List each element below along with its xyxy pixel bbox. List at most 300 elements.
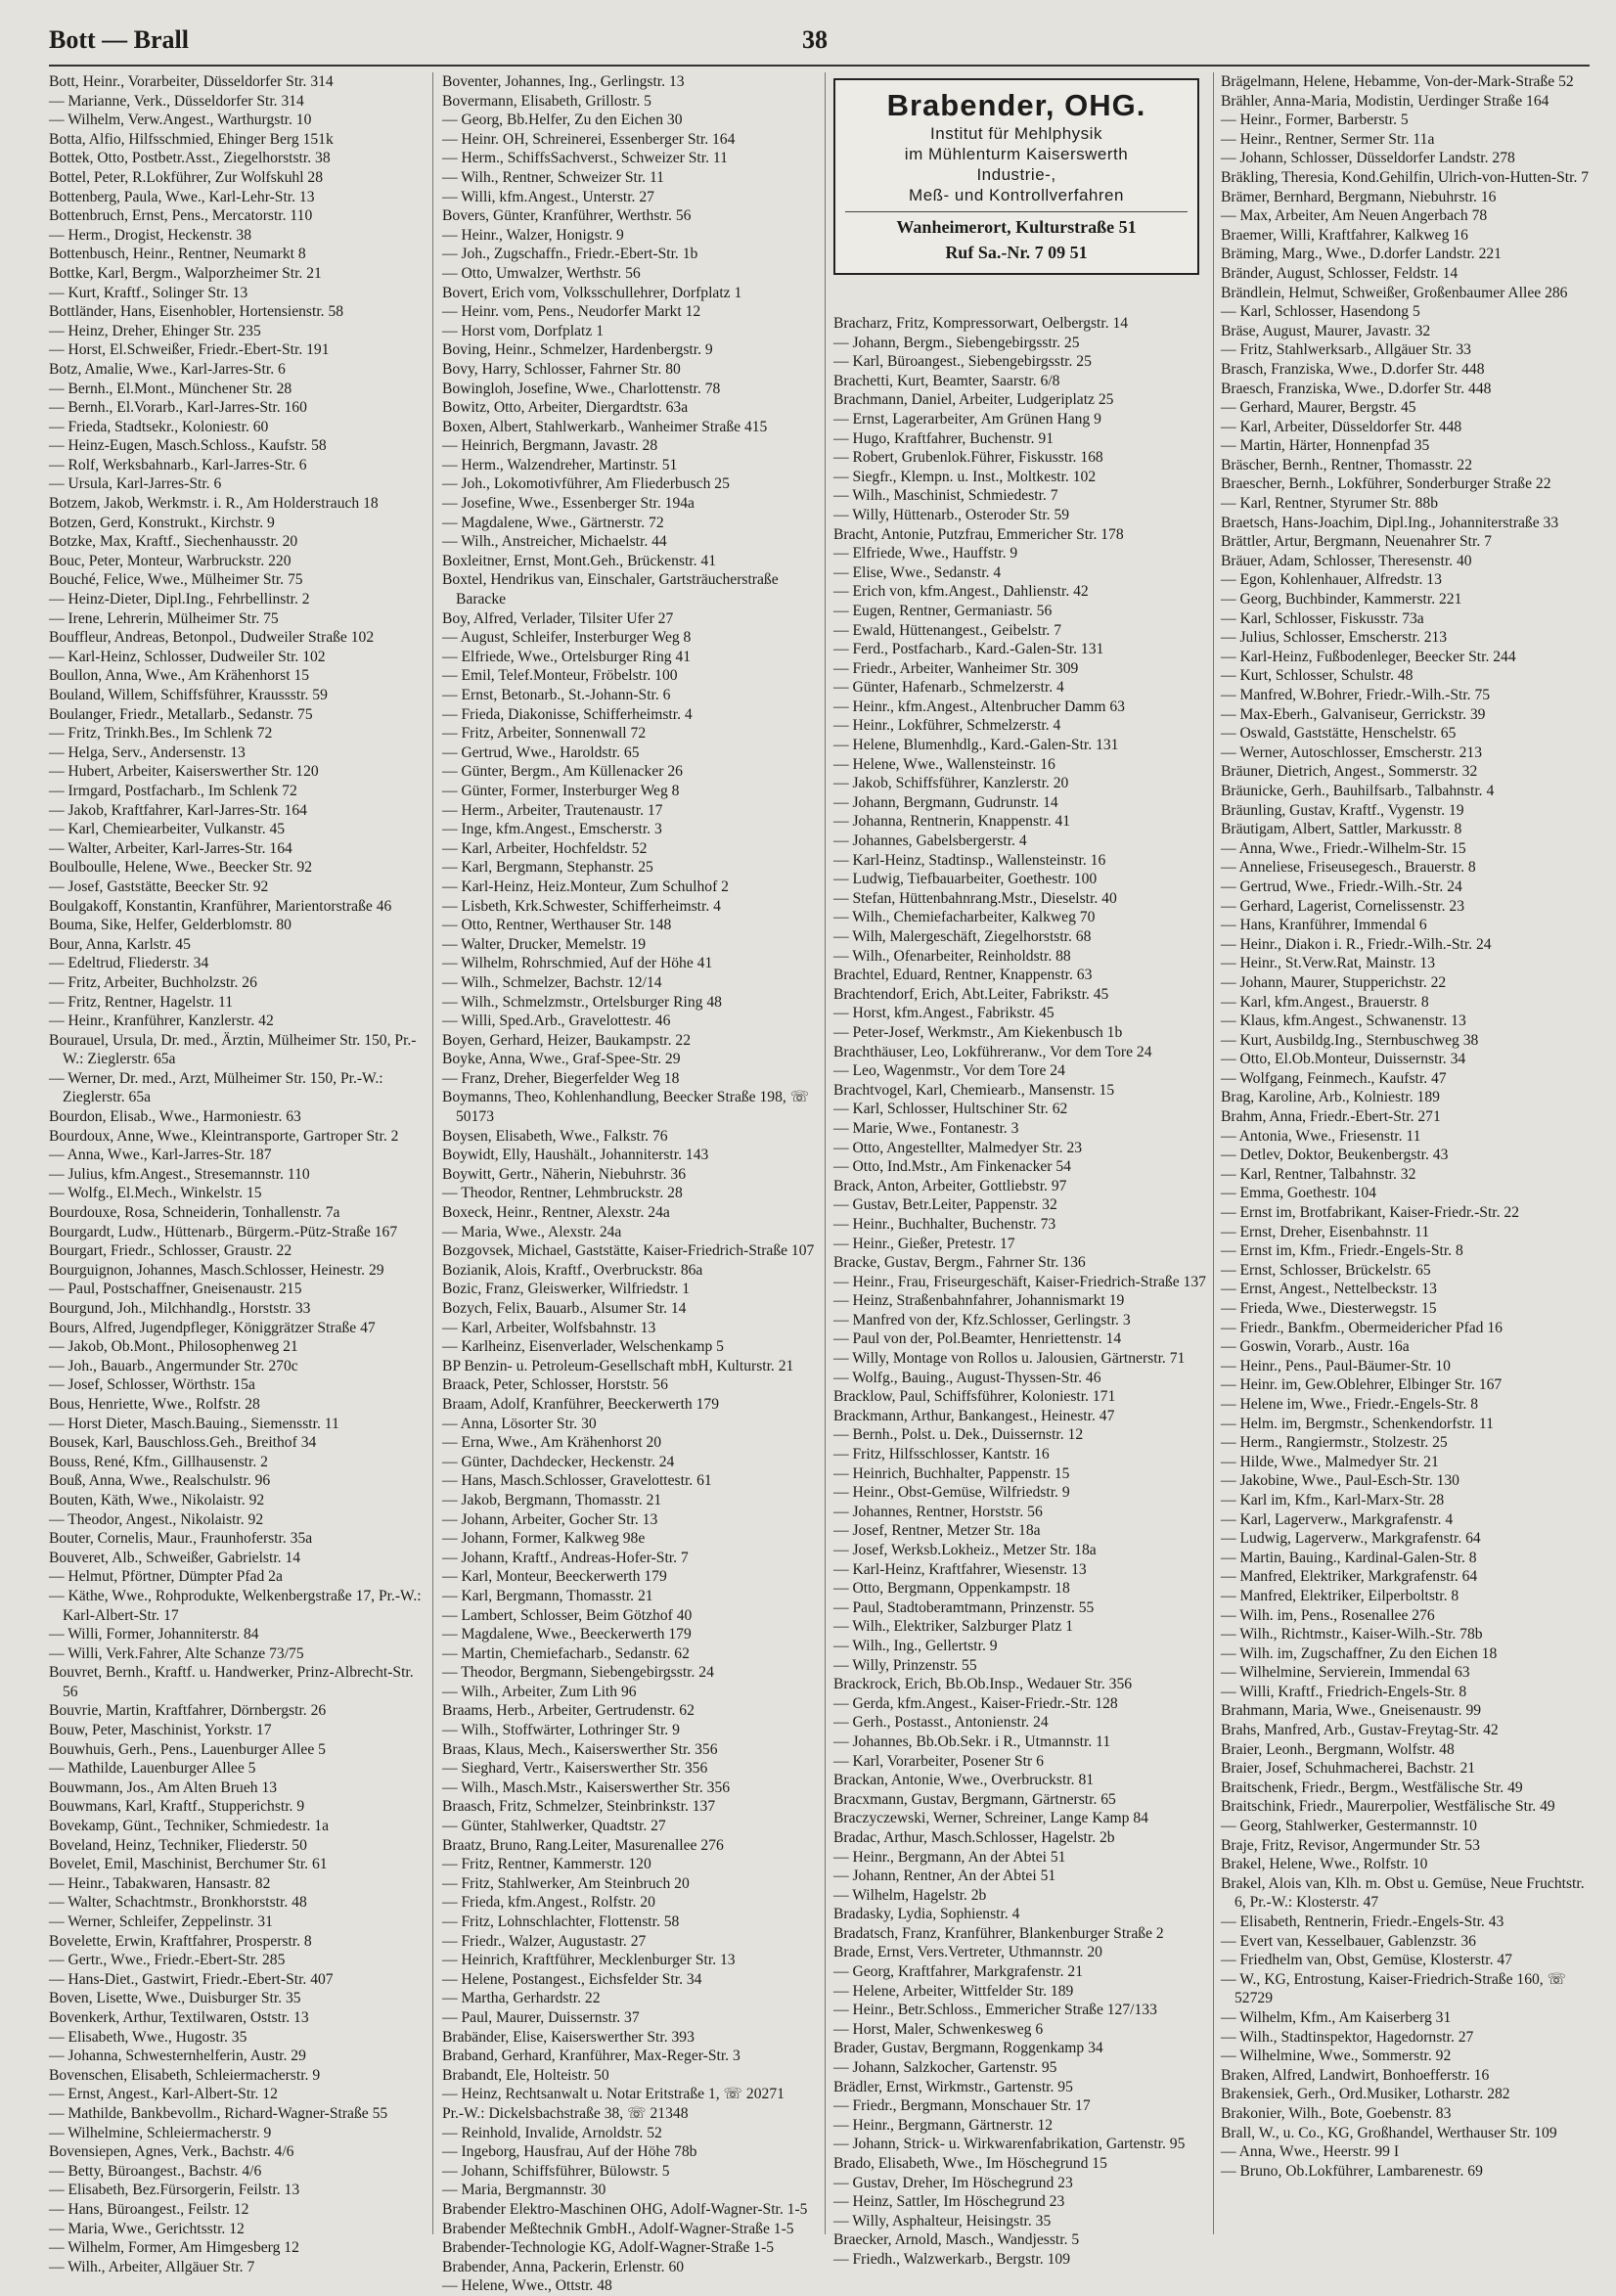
directory-entry: — Günter, Stahlwerker, Quadtstr. 27 — [442, 1818, 666, 1835]
page-header — [49, 22, 1585, 61]
directory-entry: — Theodor, Bergmann, Siebengebirgsstr. 24 — [442, 1664, 714, 1682]
directory-entry: Braemer, Willi, Kraftfahrer, Kalkweg 16 — [1221, 226, 1468, 244]
directory-entry: Bräuner, Dietrich, Angest., Sommerstr. 32 — [1221, 763, 1478, 781]
directory-entry: — Friedr., Walzer, Augustastr. 27 — [442, 1932, 647, 1950]
directory-entry: Bottenbruch, Ernst, Pens., Mercatorstr. 110 — [49, 207, 313, 225]
directory-entry: — Johann, Schlosser, Düsseldorfer Landstr. 278 — [1221, 150, 1515, 167]
directory-entry: Bradatsch, Franz, Kranführer, Blankenburger Straße 2 — [833, 1924, 1164, 1942]
directory-entry: — Heinr., Diakon i. R., Friedr.-Wilh.-Str. 24 — [1221, 935, 1492, 953]
directory-entry: — Werner, Autoschlosser, Emscherstr. 213 — [1221, 743, 1483, 761]
directory-entry: — Willy, Montage von Rollos u. Jalousien, Gärtnerstr. 71 — [833, 1350, 1186, 1368]
directory-entry: Bracharz, Fritz, Kompressorwart, Oelbergstr. 14 — [833, 315, 1129, 332]
directory-entry: Bovekamp, Günt., Techniker, Schmiedestr. 1a — [49, 1818, 329, 1835]
directory-entry: — Egon, Kohlenhauer, Alfredstr. 13 — [1221, 571, 1442, 589]
directory-entry: — Theodor, Angest., Nikolaistr. 92 — [49, 1510, 264, 1528]
directory-entry: Boven, Lisette, Wwe., Duisburger Str. 35 — [49, 1990, 301, 2007]
directory-entry: Bovert, Erich vom, Volksschullehrer, Dorfplatz 1 — [442, 284, 742, 301]
directory-entry: — Otto, Bergmann, Oppenkampstr. 18 — [833, 1580, 1070, 1598]
directory-entry: Braitschink, Friedr., Maurerpolier, Westfälische Str. 49 — [1221, 1798, 1555, 1816]
directory-entry: — Manfred, W.Bohrer, Friedr.-Wilh.-Str. 75 — [1221, 687, 1491, 703]
directory-entry: Bourauel, Ursula, Dr. med., Ärztin, Mülheimer Str. 150, Pr.-W.: Zieglerstr. 65a — [49, 1031, 417, 1068]
directory-entry: Bouss, René, Kfm., Gillhausenstr. 2 — [49, 1453, 268, 1470]
directory-entry: Bräunicke, Gerh., Bauhilfsarb., Talbahnstr. 4 — [1221, 782, 1495, 799]
directory-entry: — Robert, Grubenlok.Führer, Fiskusstr. 168 — [833, 449, 1103, 467]
directory-entry: — Karl, Bergmann, Stephanstr. 25 — [442, 859, 653, 877]
directory-entry: — Ernst, Dreher, Eisenbahnstr. 11 — [1221, 1223, 1430, 1240]
directory-entry: — Wilh., Ing., Gellertstr. 9 — [833, 1637, 998, 1654]
directory-entry: Brabender-Technologie KG, Adolf-Wagner-Straße 1-5 — [442, 2239, 775, 2257]
directory-entry: Bouter, Cornelis, Maur., Fraunhoferstr. 35a — [49, 1530, 313, 1548]
directory-entry: — Lisbeth, Krk.Schwester, Schifferheimstr. 4 — [442, 897, 721, 915]
directory-entry: — Helene, Wwe., Ottstr. 48 — [442, 2277, 612, 2295]
directory-entry: — Johann, Kraftf., Andreas-Hofer-Str. 7 — [442, 1549, 689, 1566]
directory-entry: — Georg, Bb.Helfer, Zu den Eichen 30 — [442, 112, 683, 129]
directory-entry: Brackan, Antonie, Wwe., Overbruckstr. 81 — [833, 1772, 1095, 1789]
directory-entry: — Heinr., Frau, Friseurgeschäft, Kaiser-Friedrich-Straße 137 — [833, 1273, 1206, 1290]
directory-entry: Bovelette, Erwin, Kraftfahrer, Prosperstr. 8 — [49, 1932, 312, 1950]
column-3 — [833, 72, 1215, 2268]
directory-entry: Boventer, Johannes, Ing., Gerlingstr. 13 — [442, 73, 685, 90]
directory-entry: — Josef, Gaststätte, Beecker Str. 92 — [49, 878, 269, 895]
directory-entry: — Otto, El.Ob.Monteur, Duissernstr. 34 — [1221, 1051, 1466, 1068]
directory-entry: — Walter, Arbeiter, Karl-Jarres-Str. 164 — [49, 839, 292, 857]
directory-entry: Bourgardt, Ludw., Hüttenarb., Bürgerm.-Pütz-Straße 167 — [49, 1223, 398, 1240]
directory-entry: Brakel, Alois van, Klh. m. Obst u. Gemüse, Neue Fruchtstr. 6, Pr.-W.: Klosterstr. 47 — [1221, 1874, 1585, 1912]
directory-entry: — Manfred von der, Kfz.Schlosser, Gerlingstr. 3 — [833, 1311, 1131, 1328]
directory-entry: Bouwmans, Karl, Kraftf., Stupperichstr. 9 — [49, 1798, 305, 1816]
directory-entry: Boy, Alfred, Verlader, Tilsiter Ufer 27 — [442, 609, 674, 627]
directory-entry: — Johann, Schiffsführer, Bülowstr. 5 — [442, 2162, 670, 2180]
directory-entry: — Betty, Büroangest., Bachstr. 4/6 — [49, 2162, 262, 2180]
directory-entry: Braitschenk, Friedr., Bergm., Westfälische Str. 49 — [1221, 1778, 1523, 1796]
directory-entry: — Wilhelm, Former, Am Himgesberg 12 — [49, 2239, 299, 2257]
directory-entry: — Gerhard, Lagerist, Cornelissenstr. 23 — [1221, 897, 1465, 915]
directory-entry: — Georg, Kraftfahrer, Markgrafenstr. 21 — [833, 1963, 1083, 1981]
directory-entry: Brakonier, Wilh., Bote, Goebenstr. 83 — [1221, 2104, 1452, 2122]
directory-entry: Bränder, August, Schlosser, Feldstr. 14 — [1221, 264, 1459, 282]
directory-entry: — Johann, Salzkocher, Gartenstr. 95 — [833, 2059, 1057, 2077]
directory-entry: — Helene, Postangest., Eichsfelder Str. 34 — [442, 1970, 702, 1988]
directory-entry: — Joh., Zugschaffn., Friedr.-Ebert-Str. 1b — [442, 246, 698, 263]
directory-entry: — Heinr., Lokführer, Schmelzerstr. 4 — [833, 717, 1061, 735]
directory-entry: — Josefine, Wwe., Essenberger Str. 194a — [442, 495, 695, 513]
directory-entry: — Evert van, Kesselbauer, Gablenzstr. 36 — [1221, 1932, 1476, 1950]
directory-entry: — Hubert, Arbeiter, Kaiserswerther Str. 120 — [49, 763, 319, 781]
directory-entry: Bovelet, Emil, Maschinist, Berchumer Str. 61 — [49, 1856, 328, 1873]
directory-entry: — Reinhold, Invalide, Arnoldstr. 52 — [442, 2124, 662, 2141]
directory-entry: Bovenkerk, Arthur, Textilwaren, Oststr. 13 — [49, 2008, 309, 2026]
ad-line-4: Meß- und Kontrollverfahren — [909, 186, 1124, 204]
directory-entry: — Wilhelm, Hagelstr. 2b — [833, 1886, 987, 1904]
directory-entry: — Horst Dieter, Masch.Bauing., Siemensstr. 11 — [49, 1415, 339, 1432]
directory-entry: Bovy, Harry, Schlosser, Fahrner Str. 80 — [442, 360, 681, 378]
directory-entry: Boywitt, Gertr., Näherin, Niebuhrstr. 36 — [442, 1165, 687, 1183]
directory-entry: — Irene, Lehrerin, Mülheimer Str. 75 — [49, 609, 279, 627]
directory-entry: — Werner, Dr. med., Arzt, Mülheimer Str. 150, Pr.-W.: Zieglerstr. 65a — [49, 1069, 383, 1106]
directory-entry: — Theodor, Rentner, Lehmbruckstr. 28 — [442, 1185, 683, 1202]
directory-entry: — Friedh., Walzwerkarb., Bergstr. 109 — [833, 2250, 1070, 2268]
directory-entry: — Karl, Bergmann, Thomasstr. 21 — [442, 1587, 653, 1604]
directory-entry: Bräkling, Theresia, Kond.Gehilfin, Ulrich-von-Hutten-Str. 7 — [1221, 168, 1590, 186]
directory-entry: — Horst, El.Schweißer, Friedr.-Ebert-Str. 191 — [49, 341, 330, 359]
directory-entry: — Max-Eberh., Galvaniseur, Gerrickstr. 39 — [1221, 705, 1486, 723]
directory-entry: Bouw, Peter, Maschinist, Yorkstr. 17 — [49, 1722, 272, 1739]
directory-entry: — Karl-Heinz, Heiz.Monteur, Zum Schulhof 2 — [442, 878, 729, 895]
directory-entry: — Anna, Lösorter Str. 30 — [442, 1415, 597, 1432]
directory-entry: — Johanna, Schwesternhelferin, Austr. 29 — [49, 2048, 306, 2065]
directory-entry: Brabänder, Elise, Kaiserswerther Str. 393 — [442, 2028, 695, 2046]
directory-entry: — Fritz, Trinkh.Bes., Im Schlenk 72 — [49, 725, 273, 743]
directory-entry: Bovensiepen, Agnes, Verk., Bachstr. 4/6 — [49, 2143, 294, 2161]
directory-entry: — Gerda, kfm.Angest., Kaiser-Friedr.-Str. 128 — [833, 1694, 1118, 1712]
directory-entry: — Elfriede, Wwe., Ortelsburger Ring 41 — [442, 648, 692, 665]
directory-entry: — Kurt, Kraftf., Solinger Str. 13 — [49, 284, 248, 301]
directory-entry: — Wolfg., El.Mech., Winkelstr. 15 — [49, 1185, 262, 1202]
directory-entry: — Johann, Former, Kalkweg 98e — [442, 1530, 646, 1548]
directory-entry: — Friedhelm van, Obst, Gemüse, Klosterstr. 47 — [1221, 1952, 1512, 1969]
directory-entry: — Helene, Blumenhdlg., Kard.-Galen-Str. 131 — [833, 737, 1119, 754]
directory-entry: — Wilh. im, Zugschaffner, Zu den Eichen 18 — [1221, 1644, 1498, 1662]
directory-entry: — Johann, Strick- u. Wirkwarenfabrikation, Gartenstr. 95 — [833, 2136, 1186, 2153]
directory-entry: Boysen, Elisabeth, Wwe., Falkstr. 76 — [442, 1127, 668, 1145]
directory-entry: — Marie, Wwe., Fontanestr. 3 — [833, 1119, 1019, 1137]
directory-entry: — Wilh., Anstreicher, Michaelstr. 44 — [442, 533, 667, 551]
directory-entry: Boywidt, Elly, Haushält., Johanniterstr. 143 — [442, 1147, 709, 1164]
directory-entry: Brack, Anton, Arbeiter, Gottliebstr. 97 — [833, 1177, 1067, 1194]
directory-entry: — Fritz, Lohnschlachter, Flottenstr. 58 — [442, 1913, 680, 1930]
directory-entry: — Heinr., Betr.Schloss., Emmericher Straße 127/133 — [833, 2002, 1157, 2019]
directory-entry: — Edeltrud, Fliederstr. 34 — [49, 955, 209, 972]
directory-entry: — Wilh., Arbeiter, Allgäuer Str. 7 — [49, 2258, 255, 2275]
directory-entry: Brade, Ernst, Vers.Vertreter, Uthmannstr. 20 — [833, 1944, 1102, 1961]
directory-entry: — Horst, kfm.Angest., Fabrikstr. 45 — [833, 1005, 1055, 1022]
directory-entry: BP Benzin- u. Petroleum-Gesellschaft mbH, Kulturstr. 21 — [442, 1357, 794, 1374]
directory-entry: Boymanns, Theo, Kohlenhandlung, Beecker Straße 198, ☏ 50173 — [442, 1089, 810, 1126]
directory-entry: Brachtel, Eduard, Rentner, Knappenstr. 63 — [833, 967, 1093, 984]
directory-entry: — Magdalene, Wwe., Beeckerwerth 179 — [442, 1626, 692, 1643]
directory-entry: — Bruno, Ob.Lokführer, Lambarenestr. 69 — [1221, 2162, 1483, 2180]
page-number: 38 — [802, 25, 828, 54]
directory-entry: — Jakobine, Wwe., Paul-Esch-Str. 130 — [1221, 1472, 1459, 1490]
directory-entry: — Helene, Arbeiter, Wittfelder Str. 189 — [833, 1982, 1074, 2000]
directory-entry: — Karl, Lagerverw., Markgrafenstr. 4 — [1221, 1510, 1454, 1528]
directory-entry: — Fritz, Rentner, Kammerstr. 120 — [442, 1856, 651, 1873]
directory-entry: — Magdalene, Wwe., Gärtnerstr. 72 — [442, 514, 664, 531]
directory-entry: Bouvret, Bernh., Kraftf. u. Handwerker, Prinz-Albrecht-Str. 56 — [49, 1664, 414, 1700]
directory-entry: Bräscher, Bernh., Rentner, Thomasstr. 22 — [1221, 456, 1473, 473]
directory-entry: — Heinr. im, Gew.Oblehrer, Elbinger Str. 167 — [1221, 1376, 1503, 1394]
column-2 — [442, 72, 824, 2295]
directory-entry: Bowitz, Otto, Arbeiter, Diergardtstr. 63a — [442, 399, 689, 417]
directory-entry: — Willi, kfm.Angest., Unterstr. 27 — [442, 188, 654, 205]
directory-entry: — Paul, Maurer, Duissernstr. 37 — [442, 2008, 640, 2026]
directory-entry: — Wilh., Elektriker, Salzburger Platz 1 — [833, 1618, 1074, 1636]
directory-entry: — Kurt, Ausbildg.Ing., Sternbuschweg 38 — [1221, 1031, 1479, 1049]
directory-entry: — Helm. im, Bergmstr., Schenkendorfstr. 11 — [1221, 1415, 1494, 1432]
directory-entry: — Hugo, Kraftfahrer, Buchenstr. 91 — [833, 429, 1054, 447]
directory-entry: Bousek, Karl, Bauschloss.Geh., Breithof 34 — [49, 1434, 317, 1452]
directory-entry: Brabandt, Ele, Holteistr. 50 — [442, 2066, 609, 2084]
directory-entry: — Wilh., Chemiefacharbeiter, Kalkweg 70 — [833, 909, 1096, 926]
directory-entry: — Ingeborg, Hausfrau, Auf der Höhe 78b — [442, 2143, 697, 2161]
directory-entry: — Peter-Josef, Werkmstr., Am Kiekenbusch 1b — [833, 1023, 1123, 1041]
directory-entry: Braescher, Bernh., Lokführer, Sonderburger Straße 22 — [1221, 475, 1551, 493]
directory-entry: Bouché, Felice, Wwe., Mülheimer Str. 75 — [49, 571, 303, 589]
directory-entry: — Josef, Rentner, Metzer Str. 18a — [833, 1522, 1041, 1540]
directory-entry: Brader, Gustav, Bergmann, Roggenkamp 34 — [833, 2040, 1103, 2057]
directory-entry: — Karl, Rentner, Talbahnstr. 32 — [1221, 1165, 1416, 1183]
directory-entry: — Heinr., St.Verw.Rat, Mainstr. 13 — [1221, 955, 1436, 972]
directory-entry: Bott, Heinr., Vorarbeiter, Düsseldorfer Str. 314 — [49, 73, 334, 90]
directory-entry: — Martin, Chemiefacharb., Sedanstr. 62 — [442, 1644, 690, 1662]
directory-entry: Brachtvogel, Karl, Chemiearb., Mansenstr. 15 — [833, 1081, 1115, 1099]
directory-entry: — Käthe, Wwe., Rohprodukte, Welkenbergstraße 17, Pr.-W.: Karl-Albert-Str. 17 — [49, 1587, 422, 1624]
directory-entry: Botta, Alfio, Hilfsschmied, Ehinger Berg 151k — [49, 130, 334, 148]
directory-entry: — Elfriede, Wwe., Hauffstr. 9 — [833, 545, 1018, 563]
directory-entry: — Heinr., Former, Barberstr. 5 — [1221, 112, 1409, 129]
directory-entry: — Kurt, Schlosser, Schulstr. 48 — [1221, 667, 1414, 685]
directory-entry: Bozych, Felix, Bauarb., Alsumer Str. 14 — [442, 1300, 687, 1317]
column-1 — [49, 72, 430, 2275]
directory-entry: — Wilh., Masch.Mstr., Kaiserswerther Str. 356 — [442, 1778, 731, 1796]
directory-entry: Botzke, Max, Kraftf., Siechenhausstr. 20 — [49, 533, 298, 551]
directory-entry: — Wilh., Richtmstr., Kaiser-Wilh.-Str. 78b — [1221, 1626, 1483, 1643]
directory-entry: Bouwhuis, Gerh., Pens., Lauenburger Allee 5 — [49, 1740, 326, 1758]
directory-entry: Bovermann, Elisabeth, Grillostr. 5 — [442, 92, 651, 110]
directory-entry: — Karl, Chemiearbeiter, Vulkanstr. 45 — [49, 821, 286, 838]
directory-entry: — Werner, Schleifer, Zeppelinstr. 31 — [49, 1913, 273, 1930]
directory-entry: Bouwmann, Jos., Am Alten Brueh 13 — [49, 1778, 278, 1796]
directory-entry: Bottke, Karl, Bergm., Walporzheimer Str. 21 — [49, 264, 322, 282]
directory-entry: — Wolfg., Bauing., August-Thyssen-Str. 46 — [833, 1369, 1101, 1386]
directory-entry: — Gerh., Postasst., Antonienstr. 24 — [833, 1714, 1049, 1732]
directory-entry: — Anna, Wwe., Friedr.-Wilhelm-Str. 15 — [1221, 839, 1466, 857]
directory-entry: — Karl, Monteur, Beeckerwerth 179 — [442, 1568, 667, 1586]
directory-entry: Botzen, Gerd, Konstrukt., Kirchstr. 9 — [49, 514, 275, 531]
directory-entry: Bräunling, Gustav, Kraftf., Vygenstr. 19 — [1221, 801, 1464, 819]
directory-entry: — Horst, Maler, Schwenkesweg 6 — [833, 2020, 1044, 2038]
column-4 — [1221, 72, 1593, 2244]
directory-entry: — Jakob, Schiffsführer, Kanzlerstr. 20 — [833, 775, 1069, 792]
directory-entry: Brahmann, Maria, Wwe., Gneisenaustr. 99 — [1221, 1702, 1482, 1720]
directory-entry: — Fritz, Rentner, Hagelstr. 11 — [49, 993, 234, 1011]
directory-entry: Brackmann, Arthur, Bankangest., Heinestr. 47 — [833, 1407, 1115, 1424]
directory-entry: — Joh., Lokomotivführer, Am Fliederbusch 25 — [442, 475, 730, 493]
directory-entry: — Karl, Arbeiter, Hochfeldstr. 52 — [442, 839, 648, 857]
directory-entry: Braecker, Arnold, Masch., Wandjesstr. 5 — [833, 2231, 1080, 2249]
directory-entry: — Siegfr., Klempn. u. Inst., Moltkestr. 102 — [833, 468, 1097, 485]
directory-entry: — Heinr., kfm.Angest., Altenbrucher Damm 63 — [833, 698, 1125, 715]
directory-entry: Bouß, Anna, Wwe., Realschulstr. 96 — [49, 1472, 271, 1490]
directory-entry: — Emma, Goethestr. 104 — [1221, 1185, 1376, 1202]
directory-entry: — Friedr., Bankfm., Obermeidericher Pfad 16 — [1221, 1319, 1503, 1336]
directory-entry: Braken, Alfred, Landwirt, Bonhoefferstr. 16 — [1221, 2066, 1490, 2084]
directory-entry: — Johannes, Rentner, Horststr. 56 — [833, 1503, 1043, 1520]
directory-entry: — Ernst, Angest., Karl-Albert-Str. 12 — [49, 2086, 278, 2103]
directory-entry: — Willi, Former, Johanniterstr. 84 — [49, 1626, 259, 1643]
directory-entry: — Helga, Serv., Andersenstr. 13 — [49, 743, 246, 761]
directory-entry: — Franz, Dreher, Biegerfelder Weg 18 — [442, 1069, 680, 1087]
directory-entry: Boulanger, Friedr., Metallarb., Sedanstr. 75 — [49, 705, 313, 723]
directory-entry: — Wilh., Maschinist, Schmiedestr. 7 — [833, 487, 1058, 505]
directory-entry: — Karl, Arbeiter, Wolfsbahnstr. 13 — [442, 1319, 656, 1336]
directory-entry: — Fritz, Stahlwerksarb., Allgäuer Str. 33 — [1221, 341, 1471, 359]
directory-entry: Bour, Anna, Karlstr. 45 — [49, 935, 191, 953]
directory-entry: — Jakob, Kraftfahrer, Karl-Jarres-Str. 164 — [49, 801, 307, 819]
directory-entry: Bourdouxe, Rosa, Schneiderin, Tonhallenstr. 7a — [49, 1204, 340, 1222]
directory-entry: Brabender, Anna, Packerin, Erlenstr. 60 — [442, 2258, 685, 2275]
directory-entry: — Mathilde, Lauenburger Allee 5 — [49, 1760, 256, 1778]
directory-entry: — Wilhelmine, Servierein, Immendal 63 — [1221, 1664, 1470, 1682]
directory-entry: Boxtel, Hendrikus van, Einschaler, Gartsträucherstraße Baracke — [442, 571, 779, 608]
column-divider — [432, 72, 433, 2234]
directory-entry: — Heinr., Tabakwaren, Hansastr. 82 — [49, 1874, 271, 1892]
directory-entry: Bowingloh, Josefine, Wwe., Charlottenstr. 78 — [442, 380, 721, 397]
directory-entry: Brado, Elisabeth, Wwe., Im Höschegrund 15 — [833, 2155, 1107, 2172]
directory-entry: Bouten, Käth, Wwe., Nikolaistr. 92 — [49, 1491, 265, 1508]
directory-entry: Brakel, Helene, Wwe., Rolfstr. 10 — [1221, 1856, 1428, 1873]
directory-entry: — Hans, Masch.Schlosser, Gravelottestr. 61 — [442, 1472, 712, 1490]
directory-entry: Braband, Gerhard, Kranführer, Max-Reger-Str. 3 — [442, 2048, 741, 2065]
directory-entry: — Georg, Buchbinder, Kammerstr. 221 — [1221, 591, 1462, 608]
directory-entry: — Otto, Rentner, Werthauser Str. 148 — [442, 917, 672, 934]
directory-entry: — Horst vom, Dorfplatz 1 — [442, 322, 605, 339]
directory-entry: — Max, Arbeiter, Am Neuen Angerbach 78 — [1221, 207, 1488, 225]
directory-entry: — Ernst, Lagerarbeiter, Am Grünen Hang 9 — [833, 410, 1101, 428]
directory-entry: Brägelmann, Helene, Hebamme, Von-der-Mark-Straße 52 — [1221, 73, 1574, 90]
directory-entry: — Martin, Bauing., Kardinal-Galen-Str. 8 — [1221, 1549, 1477, 1566]
directory-entry: — Heinz-Eugen, Masch.Schloss., Kaufstr. 58 — [49, 437, 327, 455]
directory-entry: — Ferd., Postfacharb., Kard.-Galen-Str. 131 — [833, 641, 1104, 658]
directory-entry: Brasch, Franziska, Wwe., D.dorfer Str. 448 — [1221, 360, 1485, 378]
directory-entry: — Hilde, Wwe., Malmedyer Str. 21 — [1221, 1453, 1439, 1470]
directory-entry: — Ernst, Angest., Nettelbeckstr. 13 — [1221, 1281, 1437, 1298]
directory-entry: Bouffleur, Andreas, Betonpol., Dudweiler Straße 102 — [49, 629, 375, 647]
directory-entry: Brackrock, Erich, Bb.Ob.Insp., Wedauer Str. 356 — [833, 1676, 1133, 1693]
directory-entry: Brahm, Anna, Friedr.-Ebert-Str. 271 — [1221, 1108, 1441, 1126]
directory-entry: Bottenberg, Paula, Wwe., Karl-Lehr-Str. 13 — [49, 188, 315, 205]
directory-entry: — Fritz, Arbeiter, Buchholzstr. 26 — [49, 973, 257, 991]
directory-entry: — Hans, Büroangest., Feilstr. 12 — [49, 2200, 249, 2218]
directory-entry: — Wilh., Ofenarbeiter, Reinholdstr. 88 — [833, 947, 1071, 965]
directory-entry: — Jakob, Ob.Mont., Philosophenweg 21 — [49, 1338, 298, 1356]
directory-entry: — Heinrich, Buchhalter, Pappenstr. 15 — [833, 1464, 1070, 1482]
directory-entry: — Helene, Wwe., Wallensteinstr. 16 — [833, 755, 1055, 773]
directory-entry: — August, Schleifer, Insterburger Weg 8 — [442, 629, 692, 647]
directory-entry: — Herm., Arbeiter, Trautenaustr. 17 — [442, 801, 663, 819]
directory-entry: — Wilh., Arbeiter, Zum Lith 96 — [442, 1683, 637, 1700]
directory-entry: — Wilh., Schmelzmstr., Ortelsburger Ring 48 — [442, 993, 722, 1011]
directory-entry: — Helene im, Wwe., Friedr.-Engels-Str. 8 — [1221, 1395, 1479, 1413]
ad-address: Wanheimerort, Kulturstraße 51 — [896, 217, 1137, 237]
directory-entry: — Wilh., Stadtinspektor, Hagedornstr. 27 — [1221, 2028, 1474, 2046]
directory-entry: Brachetti, Kurt, Beamter, Saarstr. 6/8 — [833, 372, 1060, 389]
directory-entry: — Herm., SchiffsSachverst., Schweizer Str. 11 — [442, 150, 728, 167]
directory-entry: Bouma, Sike, Helfer, Gelderblomstr. 80 — [49, 917, 292, 934]
directory-entry: — Ludwig, Lagerverw., Markgrafenstr. 64 — [1221, 1530, 1481, 1548]
directory-entry: — Herm., Rangiermstr., Stolzestr. 25 — [1221, 1434, 1448, 1452]
directory-entry: Bouveret, Alb., Schweißer, Gabrielstr. 14 — [49, 1549, 301, 1566]
directory-entry: — Fritz, Arbeiter, Sonnenwall 72 — [442, 725, 647, 743]
directory-entry: — Antonia, Wwe., Friesenstr. 11 — [1221, 1127, 1421, 1145]
directory-entry: — Heinz, Dreher, Ehinger Str. 235 — [49, 322, 261, 339]
directory-entry: — Ernst, Schlosser, Brückelstr. 65 — [1221, 1261, 1431, 1279]
directory-entry: — Frieda, Wwe., Diesterwegstr. 15 — [1221, 1300, 1437, 1317]
directory-entry: Boyen, Gerhard, Heizer, Baukampstr. 22 — [442, 1031, 691, 1049]
directory-entry: — Anna, Wwe., Karl-Jarres-Str. 187 — [49, 1147, 272, 1164]
directory-entry: Braier, Josef, Schuhmacherei, Bachstr. 21 — [1221, 1760, 1476, 1778]
directory-entry: — Otto, Ind.Mstr., Am Finkenacker 54 — [833, 1158, 1071, 1176]
directory-entry: Bräuer, Adam, Schlosser, Theresenstr. 40 — [1221, 552, 1472, 569]
directory-entry: — Johann, Rentner, An der Abtei 51 — [833, 1868, 1056, 1885]
directory-entry: — Friedr., Bergmann, Monschauer Str. 17 — [833, 2097, 1091, 2115]
directory-entry: Brakensiek, Gerh., Ord.Musiker, Lotharstr. 282 — [1221, 2086, 1510, 2103]
directory-entry: — Karl, Arbeiter, Düsseldorfer Str. 448 — [1221, 418, 1462, 435]
directory-entry: — Gertrud, Wwe., Haroldstr. 65 — [442, 743, 640, 761]
directory-entry: — Günter, Bergm., Am Küllenacker 26 — [442, 763, 683, 781]
directory-entry: — Erna, Wwe., Am Krähenhorst 20 — [442, 1434, 662, 1452]
directory-entry: — Paul, Postschaffner, Gneisenaustr. 215 — [49, 1281, 302, 1298]
directory-entry: — Wilh., Rentner, Schweizer Str. 11 — [442, 168, 664, 186]
directory-entry: — Herm., Walzendreher, Martinstr. 51 — [442, 456, 678, 473]
directory-entry: — Emil, Telef.Monteur, Fröbelstr. 100 — [442, 667, 678, 685]
directory-entry: — Martin, Härter, Honnenpfad 35 — [1221, 437, 1430, 455]
directory-entry: — Goswin, Vorarb., Austr. 16a — [1221, 1338, 1410, 1356]
directory-entry: — Heinr., Buchhalter, Buchenstr. 73 — [833, 1215, 1056, 1233]
directory-entry: — Anneliese, Friseusegesch., Brauerstr. 8 — [1221, 859, 1476, 877]
directory-entry: — Manfred, Elektriker, Eilperboltstr. 8 — [1221, 1587, 1459, 1604]
directory-entry: Bracht, Antonie, Putzfrau, Emmericher Str. 178 — [833, 525, 1124, 543]
directory-entry: — Gertrud, Wwe., Friedr.-Wilh.-Str. 24 — [1221, 878, 1462, 895]
directory-entry: Brachthäuser, Leo, Lokführeranw., Vor dem Tore 24 — [833, 1043, 1152, 1060]
directory-entry: — Heinr., Rentner, Sermer Str. 11a — [1221, 130, 1435, 148]
directory-entry: — Maria, Wwe., Alexstr. 24a — [442, 1223, 622, 1240]
directory-entry: — Karl-Heinz, Fußbodenleger, Beecker Str. 244 — [1221, 648, 1516, 665]
directory-entry: Braczyczewski, Werner, Schreiner, Lange Kamp 84 — [833, 1810, 1148, 1827]
directory-entry: Pr.-W.: Dickelsbachstraße 38, ☏ 21348 — [442, 2104, 689, 2122]
directory-entry: — Heinr., Bergmann, Gärtnerstr. 12 — [833, 2116, 1054, 2134]
directory-entry: Boullon, Anna, Wwe., Am Krähenhorst 15 — [49, 667, 310, 685]
directory-entry: — Paul, Stadtoberamtmann, Prinzenstr. 55 — [833, 1598, 1095, 1616]
ad-line-1: Institut für Mehlphysik — [930, 124, 1102, 143]
directory-entry: — Josef, Schlosser, Wörthstr. 15a — [49, 1376, 255, 1394]
directory-entry: Boxen, Albert, Stahlwerkarb., Wanheimer Straße 415 — [442, 418, 768, 435]
directory-entry: — Walter, Schachtmstr., Bronkhorststr. 48 — [49, 1894, 307, 1912]
directory-entry: Boving, Heinr., Schmelzer, Hardenbergstr. 9 — [442, 341, 713, 359]
directory-entry: Boveland, Heinz, Techniker, Fliederstr. 50 — [49, 1836, 307, 1854]
directory-entry: — Anna, Wwe., Heerstr. 99 I — [1221, 2143, 1400, 2161]
directory-entry: — Heinr., Gießer, Pretestr. 17 — [833, 1235, 1015, 1252]
directory-entry: Bottek, Otto, Postbetr.Asst., Ziegelhorststr. 38 — [49, 150, 331, 167]
directory-entry: Braam, Adolf, Kranführer, Beeckerwerth 179 — [442, 1395, 719, 1413]
directory-entry: — Frieda, Diakonisse, Schifferheimstr. 4 — [442, 705, 693, 723]
ad-line-3: Industrie-, — [976, 165, 1056, 184]
directory-entry: — Bernh., El.Mont., Münchener Str. 28 — [49, 380, 292, 397]
directory-entry: — Günter, Former, Insterburger Weg 8 — [442, 782, 680, 799]
directory-entry: Boxeck, Heinr., Rentner, Alexstr. 24a — [442, 1204, 670, 1222]
directory-entry: — Ursula, Karl-Jarres-Str. 6 — [49, 475, 222, 493]
directory-entry: — Stefan, Hüttenbahnrang.Mstr., Dieselstr. 40 — [833, 889, 1117, 907]
directory-entry: — Otto, Angestellter, Malmedyer Str. 23 — [833, 1139, 1083, 1156]
directory-entry: — Johannes, Bb.Ob.Sekr. i R., Utmannstr. 11 — [833, 1733, 1111, 1750]
directory-entry: Boulboulle, Helene, Wwe., Beecker Str. 92 — [49, 859, 313, 877]
directory-entry: — Heinr., Bergmann, An der Abtei 51 — [833, 1848, 1066, 1866]
directory-entry: — Wilhelm, Rohrschmied, Auf der Höhe 41 — [442, 955, 713, 972]
directory-entry: Bräse, August, Maurer, Javastr. 32 — [1221, 322, 1431, 339]
directory-entry: — Karl-Heinz, Stadtinsp., Wallensteinstr. 16 — [833, 851, 1106, 869]
directory-entry: — Willi, Sped.Arb., Gravelottestr. 46 — [442, 1013, 671, 1030]
directory-entry: — Bernh., Polst. u. Dek., Duissernstr. 12 — [833, 1426, 1084, 1444]
